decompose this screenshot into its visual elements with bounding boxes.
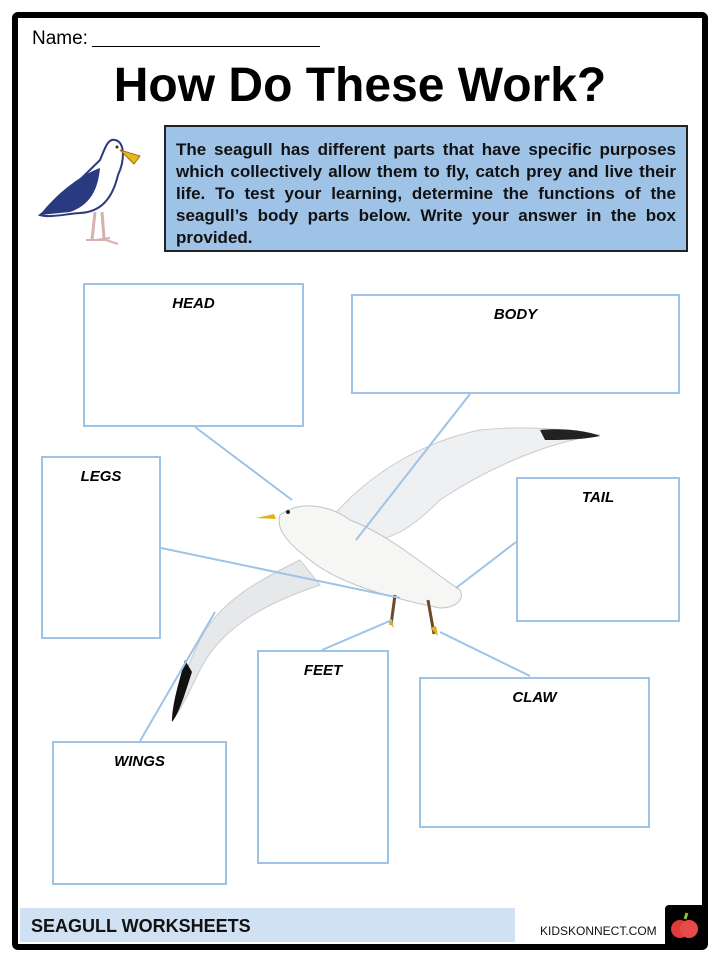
apple-logo-icon	[665, 905, 705, 945]
answer-box-head[interactable]	[83, 283, 304, 427]
answer-box-legs[interactable]	[41, 456, 161, 639]
answer-box-claw[interactable]	[419, 677, 650, 828]
label-legs: LEGS	[80, 468, 122, 485]
label-wings: WINGS	[114, 753, 165, 770]
answer-box-tail[interactable]	[516, 477, 680, 622]
cartoon-seagull-icon	[40, 140, 140, 244]
arrow-claw	[440, 632, 530, 676]
answer-box-wings[interactable]	[52, 741, 227, 885]
answer-box-body[interactable]	[351, 294, 680, 394]
name-label: Name:	[32, 28, 88, 49]
arrow-tail	[456, 542, 516, 588]
label-feet: FEET	[303, 662, 343, 679]
site-link[interactable]: KIDSKONNECT.COM	[540, 924, 657, 938]
answer-box-feet[interactable]	[257, 650, 389, 864]
instructions-box: The seagull has different parts that have specific purposes which collectively allow them to fly, catch prey and live their life. To test your learning, determine the functions of the seagull’s body parts below. Write your answer in the box provided.	[164, 125, 688, 252]
label-tail: TAIL	[581, 489, 615, 506]
label-body: BODY	[493, 306, 538, 323]
page-title: How Do These Work?	[113, 59, 607, 112]
label-head: HEAD	[172, 295, 215, 312]
footer-title: SEAGULL WORKSHEETS	[31, 916, 251, 936]
arrow-feet	[322, 620, 392, 650]
arrow-head	[195, 427, 292, 500]
label-claw: CLAW	[512, 689, 557, 706]
